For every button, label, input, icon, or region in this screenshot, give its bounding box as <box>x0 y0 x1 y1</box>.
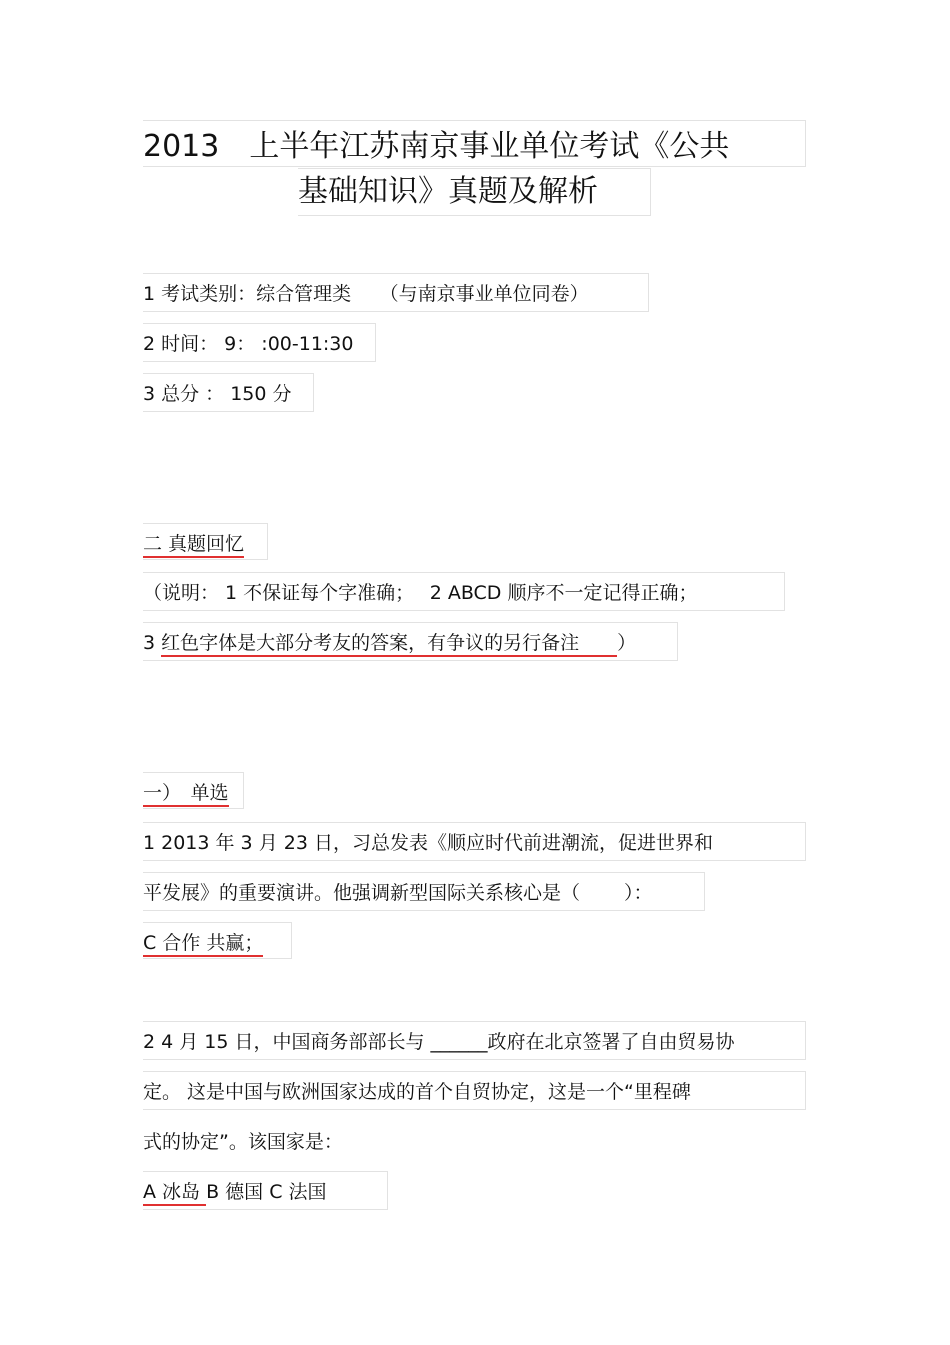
q1-answer <box>143 931 263 955</box>
note-line-2 <box>143 631 636 655</box>
note-line-2-prefix: 3 <box>143 632 162 654</box>
q2-options <box>143 1180 327 1204</box>
q2-line-2: 定。 这是中国与欧洲国家达成的首个自贸协定，这是一个“里程碑 <box>143 1081 691 1103</box>
note-line-1: （说明： 1 不保证每个字准确； 2 ABCD 顺序不一定记得正确； <box>143 582 698 604</box>
note-line-2-underlined: 红色字体是大部分考友的答案，有争议的另行备注 <box>161 632 617 657</box>
section-heading <box>143 532 244 556</box>
q2-line-1: 2 4 月 15 日，中国商务部部长与 ______政府在北京签署了自由贸易协 <box>143 1031 735 1053</box>
q1-answer-text: C 合作 共赢； <box>143 932 263 957</box>
note-line-2-suffix: ） <box>617 632 637 654</box>
q1-line-2: 平发展》的重要演讲。他强调新型国际关系核心是（ ）： <box>143 882 653 904</box>
document-title-line-1: 2013 上半年江苏南京事业单位考试《公共 <box>143 129 730 164</box>
section-heading-text: 二 真题回忆 <box>143 533 244 558</box>
exam-time: 2 时间： 9： :00-11:30 <box>143 333 354 355</box>
q2-option-a: A 冰岛 <box>143 1181 206 1206</box>
exam-category: 1 考试类别：综合管理类 （与南京事业单位同卷） <box>143 283 589 305</box>
single-choice-heading <box>143 781 229 805</box>
exam-total-score: 3 总分 ： 150 分 <box>143 383 292 405</box>
single-choice-heading-text: 一） 单选 <box>143 782 229 807</box>
document-title-line-2: 基础知识》真题及解析 <box>298 174 598 209</box>
q2-option-b-c: B 德国 C 法国 <box>206 1181 327 1203</box>
q2-line-3: 式的协定”。该国家是： <box>143 1131 343 1153</box>
q1-line-1: 1 2013 年 3 月 23 日，习总发表《顺应时代前进潮流，促进世界和 <box>143 832 713 854</box>
